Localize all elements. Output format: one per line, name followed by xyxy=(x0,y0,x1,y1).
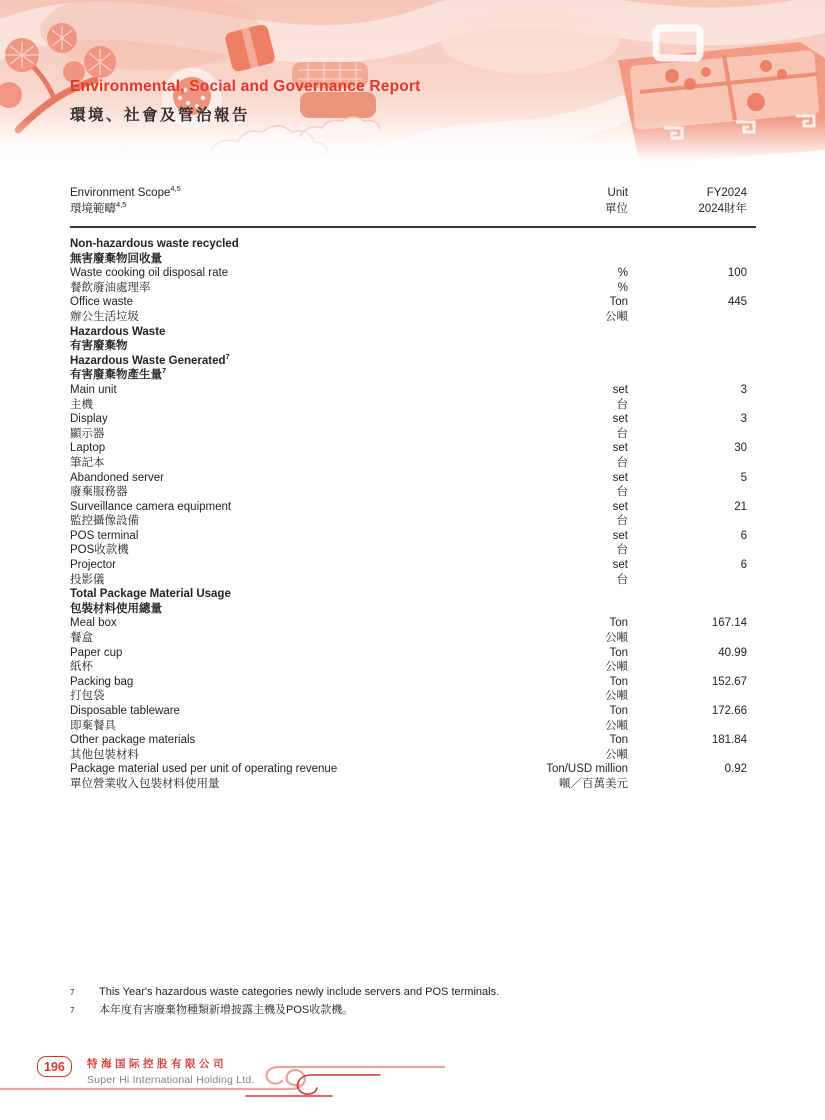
row-label-cn: 廢棄服務器 xyxy=(70,486,128,499)
row-value: 6 xyxy=(740,559,747,572)
table-header-unit-cn: 單位 xyxy=(605,202,628,215)
company-name-english: Super Hi International Holding Ltd. xyxy=(87,1074,255,1086)
row-unit-en: set xyxy=(612,383,628,396)
row-value-cn xyxy=(628,427,747,442)
row-value-cn xyxy=(628,660,747,675)
footnote-ref: 4,5 xyxy=(116,199,127,209)
table-row xyxy=(70,412,756,441)
row-label-cn: 辦公生活垃圾 xyxy=(70,310,139,323)
table-row xyxy=(70,383,756,412)
row-value: 0.92 xyxy=(724,763,747,776)
row-unit-cn: 公噸 xyxy=(605,719,628,732)
row-value-cn xyxy=(628,398,747,413)
row-label-en: Paper cup xyxy=(70,646,123,659)
table-row xyxy=(70,762,756,791)
row-label-en: Laptop xyxy=(70,442,106,455)
row-label-en: Disposable tableware xyxy=(70,705,180,717)
row-label-cn: POS收款機 xyxy=(70,544,129,557)
row-label-cn: 餐飲廢油處理率 xyxy=(70,281,151,294)
footnote-ref: 4,5 xyxy=(170,184,181,194)
row-label-en: Waste cooking oil disposal rate xyxy=(70,267,229,280)
row-value: 172.66 xyxy=(711,705,747,717)
environment-table xyxy=(70,186,756,792)
row-label-cn: 監控攝像設備 xyxy=(70,515,139,528)
row-value: 100 xyxy=(727,267,747,280)
row-value-cn xyxy=(628,777,747,792)
table-row xyxy=(70,646,756,675)
row-unit-en: set xyxy=(612,559,628,572)
row-value-cn xyxy=(628,368,747,383)
company-name-chinese: 特海国际控股有限公司 xyxy=(87,1058,227,1070)
row-label-cn: 有害廢棄物 xyxy=(70,340,128,353)
table-row xyxy=(70,616,756,645)
row-label-cn: 其他包裝材料 xyxy=(70,748,139,761)
table-row xyxy=(70,295,756,324)
row-label-cn: 投影儀 xyxy=(70,573,105,586)
row-unit-cn xyxy=(478,368,628,383)
row-unit-en: Ton xyxy=(609,734,628,747)
row-unit-cn xyxy=(478,252,628,267)
row-unit-cn: 台 xyxy=(616,427,628,440)
row-unit-en: Ton/USD million xyxy=(546,763,628,776)
table-header-label-cn: 環境範疇$^{4,5}$ xyxy=(70,199,127,215)
row-unit-en xyxy=(478,325,628,340)
table-row xyxy=(70,733,756,762)
row-value-cn xyxy=(628,456,747,471)
row-label-cn: 主機 xyxy=(70,398,93,411)
row-value: 21 xyxy=(734,500,747,513)
footnotes xyxy=(70,984,499,1019)
row-value-cn xyxy=(628,748,747,763)
row-unit-en xyxy=(478,587,628,602)
row-label-en: Abandoned server xyxy=(70,471,164,484)
page-title-block xyxy=(70,78,421,125)
row-value: 181.84 xyxy=(711,734,747,747)
page-title-chinese: 環境、社會及管治報告 xyxy=(70,107,251,124)
table-body xyxy=(70,237,756,792)
row-value: 5 xyxy=(740,471,747,484)
footnote-text: This Year's hazardous waste categories newly include servers and POS terminals. xyxy=(99,986,500,998)
table-row xyxy=(70,675,756,704)
row-unit-cn: 台 xyxy=(616,456,628,469)
row-value xyxy=(628,325,747,340)
row-unit-cn: 台 xyxy=(616,544,628,557)
row-label-cn: 包裝材料使用總量 xyxy=(70,602,162,615)
row-label-cn: 紙杯 xyxy=(70,661,93,674)
row-value: 30 xyxy=(734,442,747,455)
table-row xyxy=(70,351,756,383)
row-unit-en: Ton xyxy=(609,675,628,688)
row-unit-cn: 台 xyxy=(616,573,628,586)
row-unit-cn xyxy=(478,339,628,354)
row-value: 152.67 xyxy=(711,675,747,688)
row-label-en: Main unit xyxy=(70,383,117,396)
row-label-cn: 單位營業收入包裝材料使用量 xyxy=(70,777,220,790)
row-label-cn: 有害廢棄物產生量$^7$ xyxy=(70,366,167,382)
row-unit-cn: % xyxy=(617,281,628,294)
row-label-en: Display xyxy=(70,413,108,426)
footnote-ref: 7 xyxy=(162,366,167,376)
row-label-en: Package material used per unit of operating revenue xyxy=(70,763,338,776)
footnote-text: 本年度有害廢棄物種類新增披露主機及POS收款機。 xyxy=(99,1003,354,1016)
row-label-en: Other package materials xyxy=(70,734,196,747)
row-unit-en: set xyxy=(612,413,628,426)
row-unit-en: Ton xyxy=(609,296,628,309)
row-label-cn: 筆記本 xyxy=(70,456,105,469)
row-value-cn xyxy=(628,631,747,646)
row-label-cn: 打包袋 xyxy=(70,690,105,703)
row-label-cn: 餐盒 xyxy=(70,632,93,645)
table-row xyxy=(70,500,756,529)
row-unit-cn: 台 xyxy=(616,486,628,499)
row-unit-en xyxy=(478,237,628,252)
page-footer xyxy=(0,1050,825,1120)
row-unit-en: set xyxy=(612,529,628,542)
row-value: 445 xyxy=(727,296,747,309)
row-unit-cn: 台 xyxy=(616,515,628,528)
row-value-cn xyxy=(628,310,747,325)
row-label-en: Office waste xyxy=(70,296,134,309)
row-unit-cn: 公噸 xyxy=(605,661,628,674)
row-value-cn xyxy=(628,719,747,734)
row-label-en: Total Package Material Usage xyxy=(70,588,231,601)
row-value-cn xyxy=(628,573,747,588)
row-unit-cn: 公噸 xyxy=(605,632,628,645)
table-row xyxy=(70,266,756,295)
footnote-marker: 7 xyxy=(70,1005,75,1015)
footnote-marker: 7 xyxy=(70,988,75,997)
page-number-badge: 196 xyxy=(37,1056,72,1077)
table-header xyxy=(70,186,756,228)
table-header-value-en: FY2024 xyxy=(706,187,747,199)
row-unit-en: set xyxy=(612,500,628,513)
table-row xyxy=(70,325,756,354)
row-label-en: Projector xyxy=(70,559,117,572)
table-row xyxy=(70,587,756,616)
footnote xyxy=(70,984,499,1002)
row-label-en: Surveillance camera equipment xyxy=(70,500,232,513)
row-label-en: Meal box xyxy=(70,617,117,630)
table-header-value-cn: 2024財年 xyxy=(698,202,747,215)
row-unit-cn: 噸／百萬美元 xyxy=(559,777,628,790)
row-unit-cn: 公噸 xyxy=(605,748,628,761)
footnote xyxy=(70,1002,499,1020)
row-label-cn: 即棄餐具 xyxy=(70,719,116,732)
row-label-en: Packing bag xyxy=(70,675,134,688)
row-value-cn xyxy=(628,339,747,354)
row-value-cn xyxy=(628,514,747,529)
table-row xyxy=(70,441,756,470)
cloud-scroll-decoration xyxy=(0,1058,480,1106)
row-value: 3 xyxy=(740,413,747,426)
row-unit-cn: 公噸 xyxy=(605,690,628,703)
row-value-cn xyxy=(628,485,747,500)
row-value-cn xyxy=(628,281,747,296)
row-unit-cn: 公噸 xyxy=(605,310,628,323)
footnote-ref: 7 xyxy=(225,351,230,361)
row-label-en: Hazardous Waste Generated$^7$ xyxy=(70,351,230,367)
row-unit-cn xyxy=(478,602,628,617)
row-value: 167.14 xyxy=(711,617,747,630)
row-label-en: Hazardous Waste xyxy=(70,325,166,338)
row-value xyxy=(628,354,747,369)
table-row xyxy=(70,471,756,500)
row-unit-en: set xyxy=(612,442,628,455)
row-unit-en xyxy=(478,354,628,369)
page-title: Environmental, Social and Governance Report xyxy=(70,78,421,95)
table-row xyxy=(70,704,756,733)
row-value-cn xyxy=(628,543,747,558)
row-value: 3 xyxy=(740,383,747,396)
table-row xyxy=(70,558,756,587)
row-value-cn xyxy=(628,252,747,267)
row-value-cn xyxy=(628,602,747,617)
row-value xyxy=(628,587,747,602)
table-header-unit-en: Unit xyxy=(607,187,628,199)
row-value-cn xyxy=(628,689,747,704)
row-unit-cn: 台 xyxy=(616,398,628,411)
row-unit-en: Ton xyxy=(609,705,628,717)
row-unit-en: Ton xyxy=(609,617,628,630)
row-unit-en: Ton xyxy=(609,646,628,659)
table-header-label-en: Environment Scope$^{4,5}$ xyxy=(70,184,181,199)
row-value: 40.99 xyxy=(718,646,747,659)
row-value xyxy=(628,237,747,252)
row-label-en: POS terminal xyxy=(70,529,139,542)
row-unit-en: set xyxy=(612,471,628,484)
table-row xyxy=(70,237,756,266)
row-label-cn: 無害廢棄物回收量 xyxy=(70,252,162,265)
table-row xyxy=(70,529,756,558)
row-value: 6 xyxy=(740,529,747,542)
row-label-cn: 顯示器 xyxy=(70,427,105,440)
row-label-en: Non-hazardous waste recycled xyxy=(70,238,239,250)
row-unit-en: % xyxy=(617,267,628,280)
